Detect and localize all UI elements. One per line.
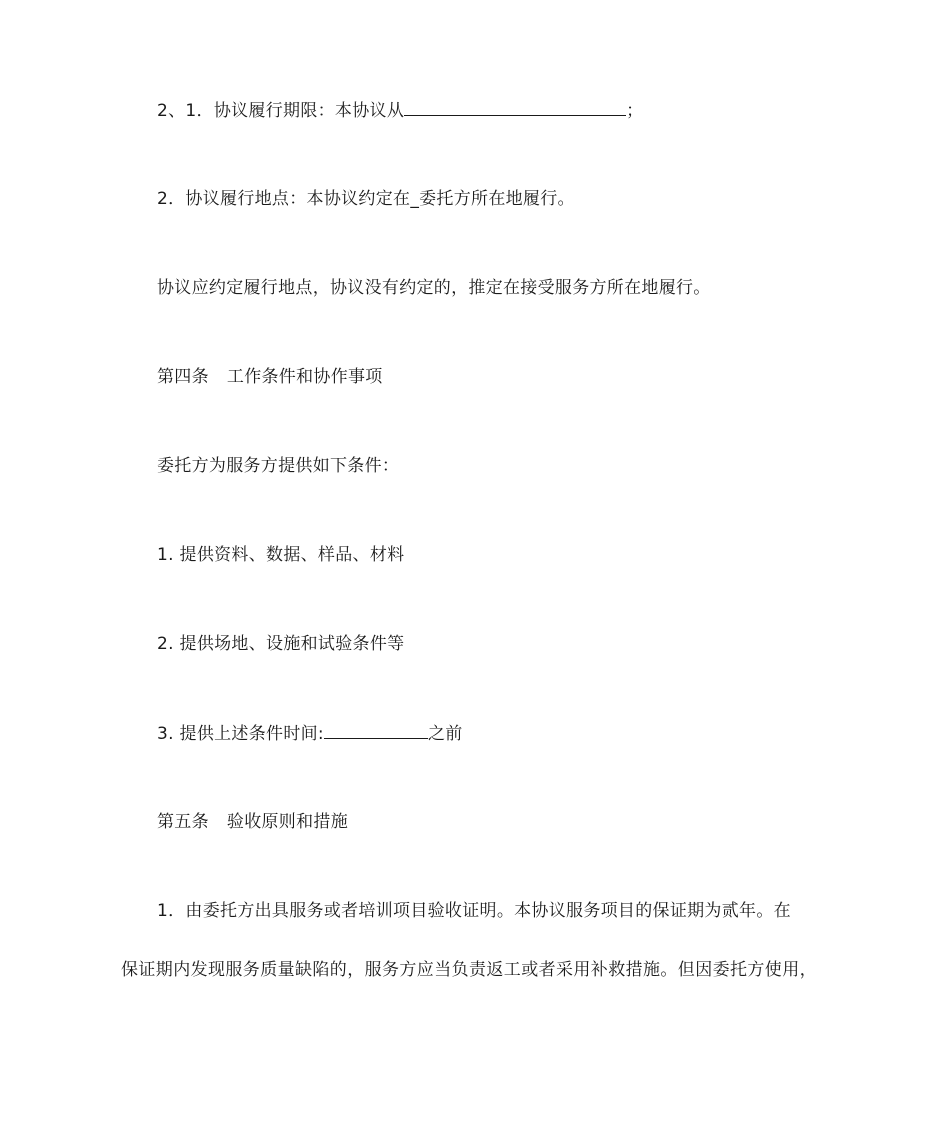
article-5-heading xyxy=(157,810,348,834)
article-4-title: 工作条件和协作事项 xyxy=(226,367,383,387)
performance-location-line: 2．协议履行地点：本协议约定在_委托方所在地履行。 xyxy=(157,189,575,209)
article-4-number: 第四条 xyxy=(157,367,209,387)
article-5-title: 验收原则和措施 xyxy=(226,812,349,832)
term-period-suffix: ； xyxy=(626,101,644,121)
article-5-number: 第五条 xyxy=(157,812,209,832)
condition-time-text: 3. 提供上述条件时间: xyxy=(157,724,324,744)
article-4-heading xyxy=(157,365,383,389)
term-period-blank xyxy=(404,98,626,116)
condition-item-3 xyxy=(157,721,463,746)
term-period-text: 2、1．协议履行期限：本协议从 xyxy=(157,101,405,121)
condition-time-suffix: 之前 xyxy=(427,724,463,744)
term-period-line xyxy=(157,98,643,123)
acceptance-paragraph-line-2: 保证期内发现服务质量缺陷的，服务方应当负责返工或者采用补救措施。但因委托方使用， xyxy=(121,960,817,980)
condition-time-blank xyxy=(324,721,428,739)
client-conditions-intro: 委托方为服务方提供如下条件： xyxy=(157,456,400,476)
acceptance-paragraph-line-1: 1．由委托方出具服务或者培训项目验收证明。本协议服务项目的保证期为贰年。在 xyxy=(157,901,791,921)
condition-item-1: 1. 提供资料、数据、样品、材料 xyxy=(157,545,405,565)
default-location-line: 协议应约定履行地点，协议没有约定的，推定在接受服务方所在地履行。 xyxy=(157,278,711,298)
condition-item-2: 2. 提供场地、设施和试验条件等 xyxy=(157,634,405,654)
